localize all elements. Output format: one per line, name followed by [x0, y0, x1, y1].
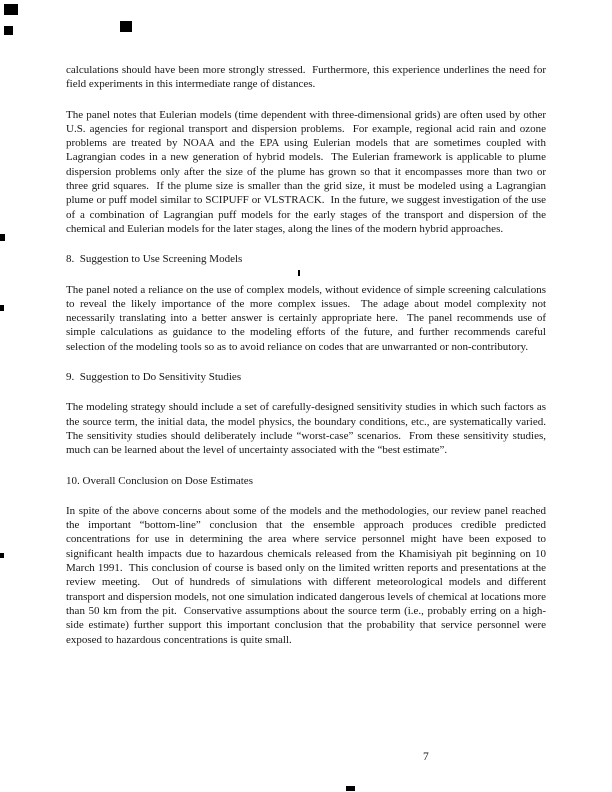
section-10-body: In spite of the above concerns about some of the models and the methodologies, our review panel reached the important “bottom-line” conclusion that the ensemble approach produces credible predicted concentrations for use in determining the area where service personnel might have been exposed to significant health impacts due to hazardous chemicals released from the Khamisiyah pit beginning on 10 March 1991. This conclusion of course is based only on the limited written reports and presentations at the review meeting. Out of hundreds of simulations with different meteorological models and different transport and dispersion models, not one simulation indicated dangerous levels of chemical at locations more than 50 km from the pit. Conservative assumptions about the source term (i.e., probably erring on a high-side estimate) further support this important conclusion that the probability that service personnel were exposed to hazardous concentrations is quite small. — [66, 504, 549, 646]
page-number: 7 — [423, 751, 429, 763]
scan-artifact-top — [120, 21, 132, 32]
paragraph-continued: calculations should have been more strongly stressed. Furthermore, this experience underlines the need for field experiments in this intermediate range of distances. — [66, 64, 549, 91]
section-8-heading: 8. Suggestion to Use Screening Models — [66, 253, 243, 266]
scan-artifact-top-left — [4, 4, 18, 15]
scan-artifact-left-edge-1 — [0, 234, 5, 241]
section-10-heading: 10. Overall Conclusion on Dose Estimates — [66, 474, 253, 487]
scan-artifact-left-edge-3 — [0, 553, 4, 558]
scan-artifact-left-edge-2 — [0, 305, 4, 311]
scan-artifact-top-left-2 — [4, 26, 13, 35]
scan-artifact-bottom — [346, 786, 355, 791]
paragraph-eulerian-models: The panel notes that Eulerian models (time dependent with three-dimensional grids) are often used by other U.S. agencies for regional transport and dispersion problems. For example, regional acid rain and ozone problems are treated by NOAA and the EPA using Eulerian models that are sometimes coupled with Lagrangian codes in a new generation of hybrid models. The Eulerian framework is applicable to plume dispersion problems only after the size of the plume has grown so that it encompasses more than two or three grid squares. If the plume size is smaller than the grid size, it must be modeled using a Lagrangian plume or puff model similar to SCIPUFF or VLSTRACK. In the future, we suggest investigation of the use of a combination of Lagrangian puff models for the early stages of the transport and dispersion of the chemical and Eulerian models for the later stages, along the lines of the modern hybrid approaches. — [66, 108, 549, 235]
section-9-body: The modeling strategy should include a set of carefully-designed sensitivity studies in which such factors as the source term, the initial data, the model physics, the boundary conditions, etc., are systematically varied. The sensitivity studies should deliberately include “worst-case” scenarios. From these sensitivity studies, much can be learned about the level of uncertainty associated with the “best estimate”. — [66, 401, 552, 457]
section-8-body: The panel noted a reliance on the use of complex models, without evidence of simple screening calculations to reveal the likely importance of the more complex issues. The adage about model complexity not necessarily translating into a better answer is certainly appropriate here. The panel recommends use of simple calculations as guidance to the modeling efforts of the future, and further recommends careful selection of the modeling tools so as to avoid reliance on codes that are unwarranted or non-contributory. — [66, 283, 549, 353]
section-9-heading: 9. Suggestion to Do Sensitivity Studies — [66, 371, 242, 384]
page-content — [66, 63, 552, 663]
